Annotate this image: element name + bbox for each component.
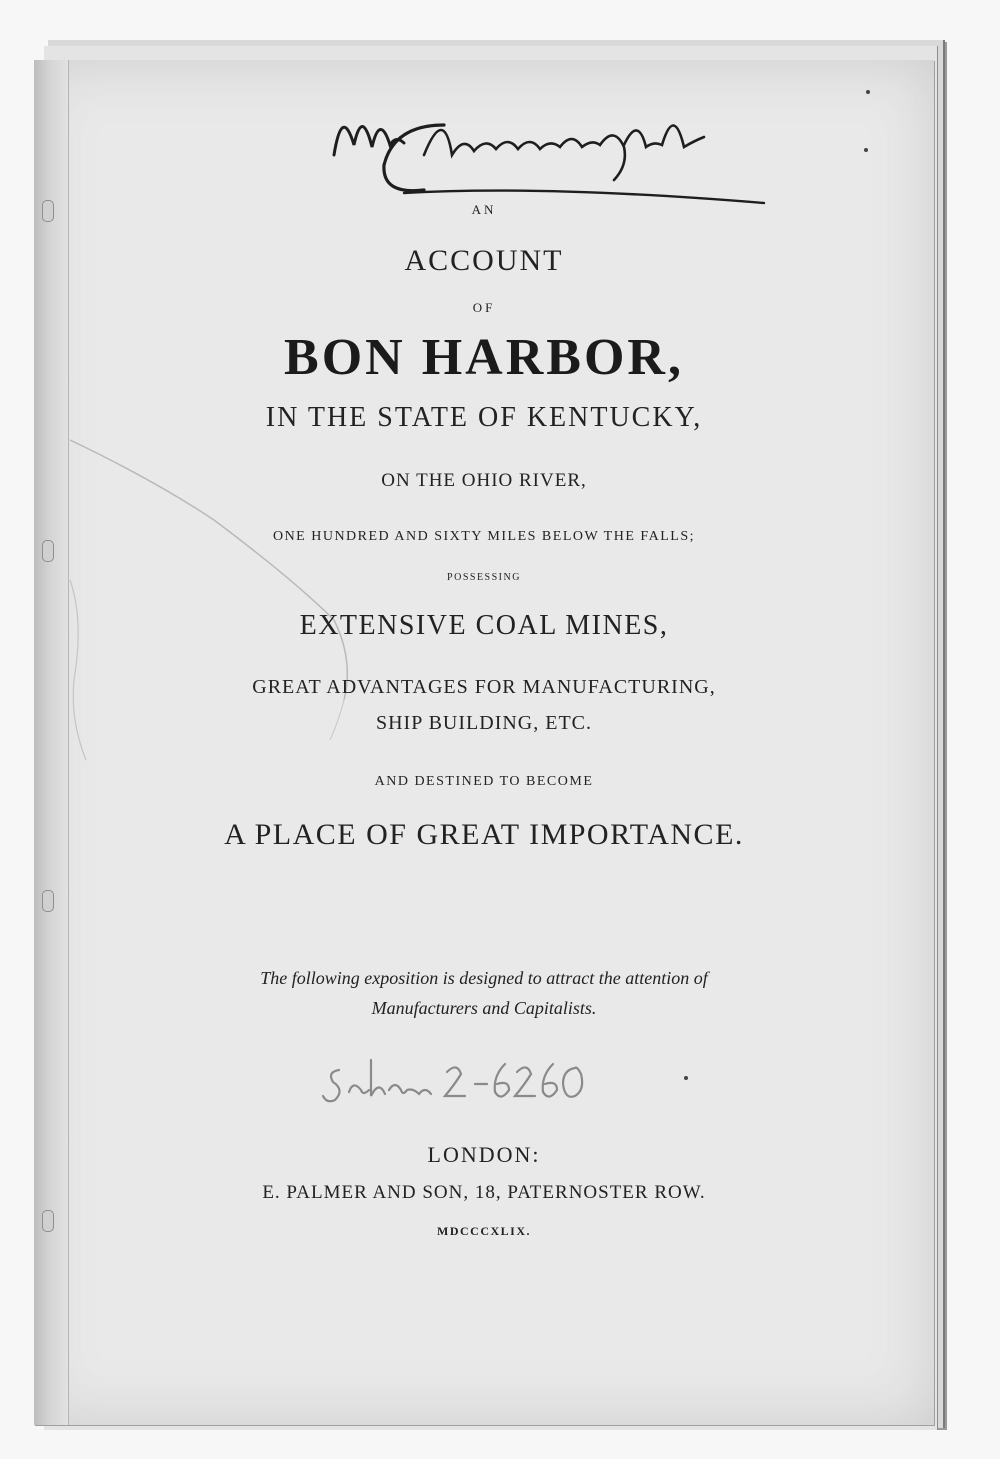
title-coal-mines: EXTENSIVE COAL MINES, (299, 610, 669, 641)
title-page (34, 60, 934, 1425)
stitch-hole (42, 890, 54, 912)
title-of: OF (472, 300, 496, 315)
title-ship-building: SHIP BUILDING, ETC. (375, 712, 593, 734)
imprint-publisher: E. PALMER AND SON, 18, PATERNOSTER ROW. (262, 1182, 706, 1203)
title-advantages: GREAT ADVANTAGES FOR MANUFACTURING, (252, 676, 716, 698)
title-destined: AND DESTINED TO BECOME (374, 774, 594, 789)
title-an: AN (471, 202, 497, 217)
title-river: ON THE OHIO RIVER, (381, 470, 587, 491)
title-bon-harbor: BON HARBOR, (284, 329, 684, 386)
ink-speck (866, 90, 870, 94)
exposition-line-2: Manufacturers and Capitalists. (371, 998, 597, 1018)
imprint-year: MDCCCXLIX. (437, 1224, 531, 1238)
title-account: ACCOUNT (404, 244, 564, 277)
title-possessing: POSSESSING (447, 572, 521, 583)
imprint-city: LONDON: (427, 1142, 541, 1167)
title-importance: A PLACE OF GREAT IMPORTANCE. (224, 818, 744, 851)
signature (324, 85, 784, 215)
title-state: IN THE STATE OF KENTUCKY, (265, 402, 703, 433)
exposition-line-1: The following exposition is designed to attract the attention of (260, 968, 708, 988)
pencil-catalog-note (319, 1050, 589, 1110)
ink-speck (864, 148, 868, 152)
title-distance: ONE HUNDRED AND SIXTY MILES BELOW THE FALLS; (272, 529, 696, 544)
ink-speck (684, 1076, 688, 1080)
